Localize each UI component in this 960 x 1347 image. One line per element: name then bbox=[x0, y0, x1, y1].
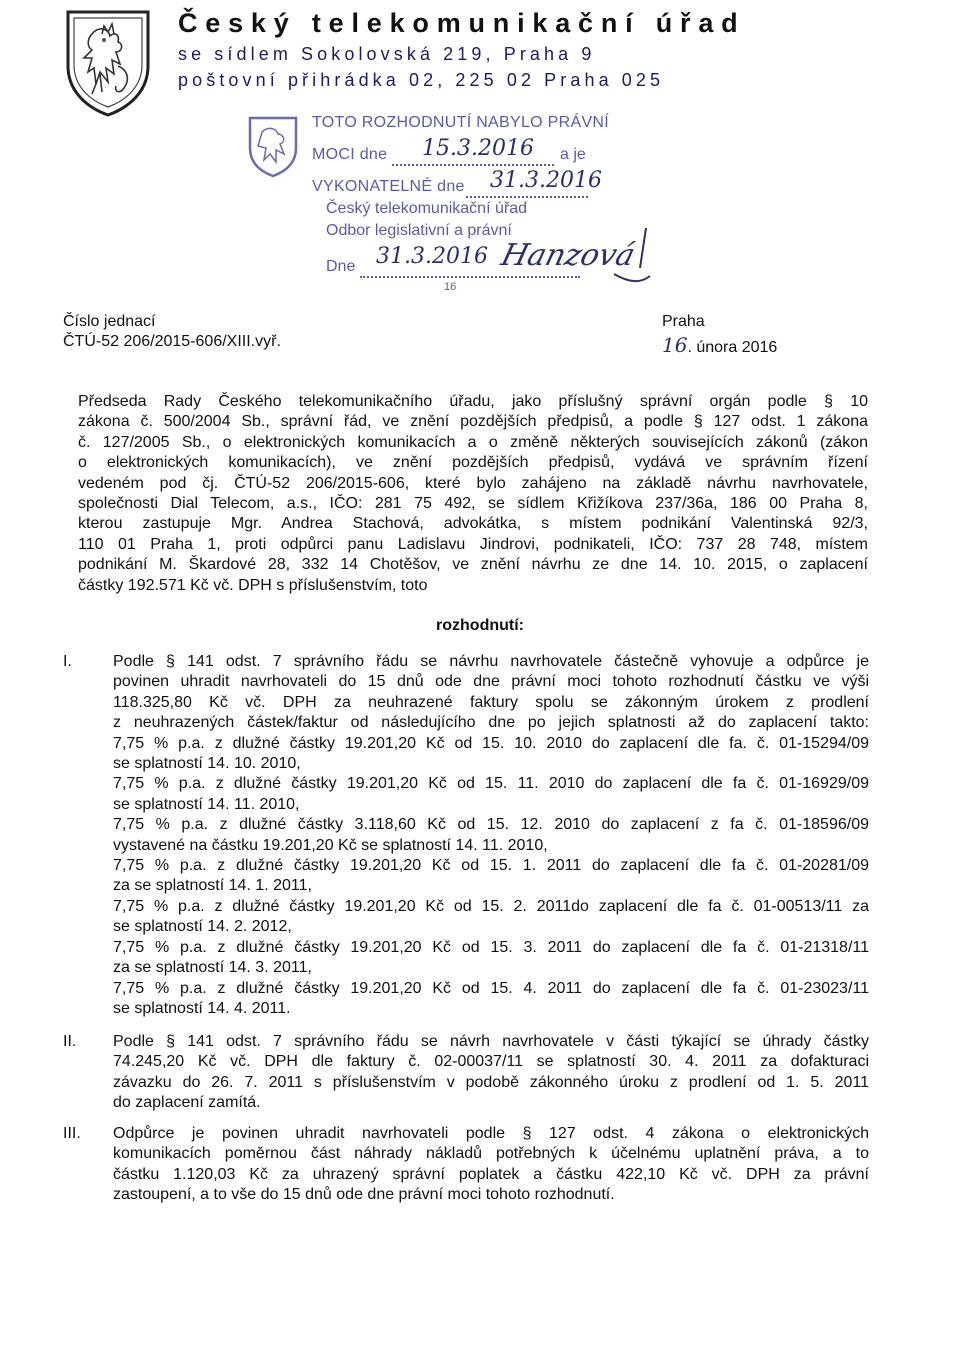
text-line: za se splatností 14. 3. 2011, bbox=[113, 959, 312, 977]
text-line: č. 127/2005 Sb., o elektronických komunikacích a o změně některých souvisejících zákonů (zákon bbox=[78, 433, 868, 451]
stamp-department: Odbor legislativní a právní bbox=[326, 222, 512, 239]
text-line: kterou zastupuje Mgr. Andrea Stachová, advokátka, s místem podnikání Valentinská 92/3, bbox=[78, 515, 868, 533]
stamp-line-legal-effect: TOTO ROZHODNUTÍ NABYLO PRÁVNÍ bbox=[312, 114, 610, 131]
item-number: III. bbox=[63, 1125, 81, 1142]
text-line: za se splatností 14. 1. 2011, bbox=[113, 877, 312, 895]
text-line: vystavené na částku 19.201,20 Kč se splatností 14. 11. 2010, bbox=[113, 836, 548, 854]
reference-label: Číslo jednací bbox=[63, 313, 156, 330]
stamp-label-final-date: MOCI dne bbox=[312, 146, 388, 163]
text-line: 74.245,20 Kč vč. DPH dle faktury č. 02-00037/11 se splatností 30. 4. 2011 za dofakturaci bbox=[113, 1053, 869, 1071]
stamp-label-date: Dne bbox=[326, 258, 356, 275]
issue-date-rest: . února 2016 bbox=[687, 339, 778, 356]
issue-date bbox=[662, 333, 777, 357]
decision-heading: rozhodnutí: bbox=[436, 617, 524, 634]
stamp-line-suffix: a je bbox=[560, 146, 586, 163]
intro-paragraph bbox=[78, 392, 868, 596]
reference-number: ČTÚ-52 206/2015-606/XIII.vyř. bbox=[63, 333, 281, 350]
text-line: Předseda Rady Českého telekomunikačního úřadu, jako příslušný správní orgán podle § 10 bbox=[78, 393, 868, 410]
text-line: se splatností 14. 2. 2012, bbox=[113, 918, 292, 936]
text-line: se splatností 14. 11. 2010, bbox=[113, 795, 300, 813]
text-line: z neuhrazených částek/faktur od následujícího dne po jejich splatnosti až do zaplacení takto: bbox=[113, 714, 869, 732]
text-line: se splatností 14. 10. 2010, bbox=[113, 755, 301, 773]
text-line: 7,75 % p.a. z dlužné částky 19.201,20 Kč od 15. 1. 2011 do zaplacení dle fa č. 01-20281/09 bbox=[113, 857, 869, 875]
text-line: Podle § 141 odst. 7 správního řádu se návrhu navrhovatele částečně vyhovuje a odpůrce je bbox=[113, 653, 869, 670]
text-line: do zaplacení zamítá. bbox=[113, 1094, 261, 1112]
text-line: podnikání M. Škardové 28, 332 14 Chotěšov, ve znění návrhu ze dne 14. 10. 2015, o zaplacení bbox=[78, 556, 868, 574]
item-number: II. bbox=[63, 1033, 77, 1050]
page-number: 16 bbox=[444, 281, 457, 293]
item-number: I. bbox=[63, 653, 72, 670]
issue-date-day-handwritten: 16 bbox=[662, 333, 688, 357]
authority-address: se sídlem Sokolovská 219, Praha 9 bbox=[178, 44, 596, 64]
text-line: zákona č. 500/2004 Sb., správní řád, ve znění pozdějších předpisů, a podle § 127 odst. 1 zákona bbox=[78, 413, 868, 431]
text-line: zastoupení, a to vše do 15 dnů ode dne právní moci tohoto rozhodnutí. bbox=[113, 1186, 615, 1204]
text-line: 7,75 % p.a. z dlužné částky 19.201,20 Kč od 15. 2. 2011do zaplacení dle fa č. 01-00513/11 za bbox=[113, 897, 869, 915]
text-line: závazku do 26. 7. 2011 s příslušenstvím v podobě zákonného úroku z prodlení od 1. 5. 2011 bbox=[113, 1073, 869, 1091]
stamp-enforceable-date-handwritten: 31.3.2016 bbox=[490, 168, 602, 193]
text-line: 7,75 % p.a. z dlužné částky 19.201,20 Kč od 15. 4. 2011 do zaplacení dle fa č. 01-23023/11 bbox=[113, 979, 869, 997]
text-line: vedeném pod čj. ČTÚ-52 206/2015-606, které bylo zahájeno na základě návrhu navrhovatele, bbox=[78, 474, 868, 492]
place: Praha bbox=[662, 313, 705, 330]
state-emblem-icon bbox=[62, 8, 154, 118]
text-line: o elektronických komunikacích), ve znění pozdějších předpisů, vydává ve správním řízení bbox=[78, 454, 868, 472]
text-line: komunikacích poměrnou část náhrady nákladů potřebných k účelnému uplatnění práva, a to bbox=[113, 1145, 869, 1163]
decision-item-1 bbox=[113, 652, 869, 1019]
text-line: 110 01 Praha 1, proti odpůrci panu Ladislavu Jindrovi, podnikateli, IČO: 737 28 748, místem bbox=[78, 535, 868, 553]
text-line: Odpůrce je povinen uhradit navrhovateli podle § 127 odst. 4 zákona o elektronických bbox=[113, 1125, 869, 1142]
stamp-final-date-handwritten: 15.3.2016 bbox=[422, 136, 534, 161]
text-line: 7,75 % p.a. z dlužné částky 3.118,60 Kč od 15. 12. 2010 do zaplacení z fa č. 01-18596/09 bbox=[113, 816, 869, 834]
stamp-signature: Hanzová bbox=[497, 238, 639, 273]
stamp-date-handwritten: 31.3.2016 bbox=[376, 244, 488, 269]
authority-name: Český telekomunikační úřad bbox=[178, 8, 746, 38]
text-line: povinen uhradit navrhovateli do 15 dnů ode dne právní moci tohoto rozhodnutí částku ve výši bbox=[113, 673, 869, 691]
text-line: 7,75 % p.a. z dlužné částky 19.201,20 Kč od 15. 10. 2010 do zaplacení dle fa. č. 01-15294/09 bbox=[113, 734, 869, 752]
authority-postal-box: poštovní přihrádka 02, 225 02 Praha 025 bbox=[178, 70, 665, 90]
stamp-office-name: Český telekomunikační úřad bbox=[326, 200, 527, 217]
stamp-label-enforceable-date: VYKONATELNÉ dne bbox=[312, 178, 465, 195]
stamp-seal-icon bbox=[240, 114, 306, 180]
text-line: částky 192.571 Kč vč. DPH s příslušenstvím, toto bbox=[78, 576, 428, 594]
text-line: se splatností 14. 4. 2011. bbox=[113, 999, 291, 1017]
text-line: 7,75 % p.a. z dlužné částky 19.201,20 Kč od 15. 3. 2011 do zaplacení dle fa č. 01-21318/11 bbox=[113, 938, 869, 956]
signature-stroke-icon bbox=[610, 224, 654, 292]
text-line: 118.325,80 Kč vč. DPH za neuhrazené faktury spolu se zákonným úrokem z prodlení bbox=[113, 693, 869, 711]
legal-effect-stamp bbox=[240, 108, 740, 298]
decision-item-3 bbox=[113, 1124, 869, 1206]
text-line: Podle § 141 odst. 7 správního řádu se návrh navrhovatele v části týkající se úhrady částky bbox=[113, 1033, 869, 1050]
text-line: 7,75 % p.a. z dlužné částky 19.201,20 Kč od 15. 11. 2010 do zaplacení dle fa č. 01-16929/09 bbox=[113, 775, 869, 793]
decision-item-2 bbox=[113, 1032, 869, 1114]
text-line: společnosti Dial Telecom, a.s., IČO: 281 75 492, se sídlem Křižíkova 237/36a, 186 00 Praha 8, bbox=[78, 495, 868, 513]
text-line: částku 1.120,03 Kč za uhrazený správní poplatek a částku 422,10 Kč vč. DPH za právní bbox=[113, 1165, 869, 1183]
